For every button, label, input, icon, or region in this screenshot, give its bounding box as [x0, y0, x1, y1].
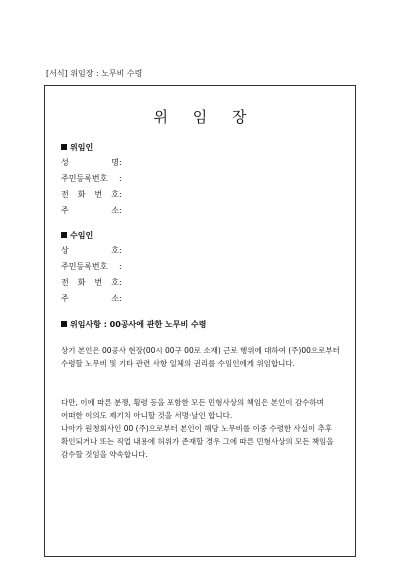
paragraph-liability: 다만, 이에 따른 분쟁, 횡령 등을 포함한 모든 민형사상의 책임은 본인이 감수하며 어떠한 이의도 제기치 아니할 것을 서명·날인 합니다. — [61, 398, 324, 420]
field-label: 전 화 번 호 — [61, 190, 119, 199]
field-separator: : — [119, 262, 122, 271]
field-separator: : — [119, 206, 122, 215]
square-bullet-icon — [61, 321, 67, 327]
delegator-phone-row — [61, 189, 341, 201]
matter-heading — [61, 319, 206, 330]
paragraph-promise: 나아가 원청회사인 00 (주)으로부터 본인이 해당 노무비를 이중 수령한 사실이 추후 확인되거나 또는 직업 내용에 허위가 존재할 경우 그에 따른 민형사상의 모든 책임을 감수할 것임을 약속합니다. — [61, 424, 334, 459]
square-bullet-icon — [61, 144, 67, 150]
field-separator: : — [119, 190, 122, 199]
delegate-id-row — [61, 261, 341, 273]
square-bullet-icon — [61, 232, 67, 238]
field-label: 전 화 번 호 — [61, 278, 119, 287]
delegator-address-row — [61, 205, 341, 217]
field-label: 주 소 — [61, 294, 119, 303]
delegate-company-row — [61, 245, 341, 257]
delegator-name-row — [61, 157, 341, 169]
field-separator: : — [119, 278, 122, 287]
delegator-id-row — [61, 173, 341, 185]
field-separator: : — [119, 246, 122, 255]
paragraph-delegation: 상기 본인은 00공사 현장(00시 00구 00로 소재) 근로 행위에 대하여 (주)00으로부터 수령할 노무비 및 기타 관련 사항 일체의 권리를 수임인에게 위임합니다. — [61, 346, 340, 368]
form-label: [서식] 위임장 : 노무비 수령 — [46, 69, 143, 78]
delegator-heading — [61, 142, 93, 153]
field-label: 주민등록번호 — [61, 262, 108, 271]
field-separator: : — [119, 174, 122, 183]
field-label: 주민등록번호 — [61, 174, 108, 183]
delegator-heading-text: 위임인 — [70, 143, 94, 152]
field-label: 주 소 — [61, 206, 119, 215]
matter-heading-text: 위임사항 : 00공사에 관한 노무비 수령 — [70, 320, 207, 329]
field-label: 성 명 — [61, 158, 119, 167]
delegate-heading-text: 수임인 — [70, 231, 94, 240]
delegate-phone-row — [61, 277, 341, 289]
delegate-heading — [61, 230, 93, 241]
field-label: 상 호 — [61, 246, 119, 255]
delegate-address-row — [61, 293, 341, 305]
field-separator: : — [119, 294, 122, 303]
field-separator: : — [119, 158, 122, 167]
document-frame — [44, 85, 356, 557]
document-title: 위 임 장 — [153, 108, 257, 126]
